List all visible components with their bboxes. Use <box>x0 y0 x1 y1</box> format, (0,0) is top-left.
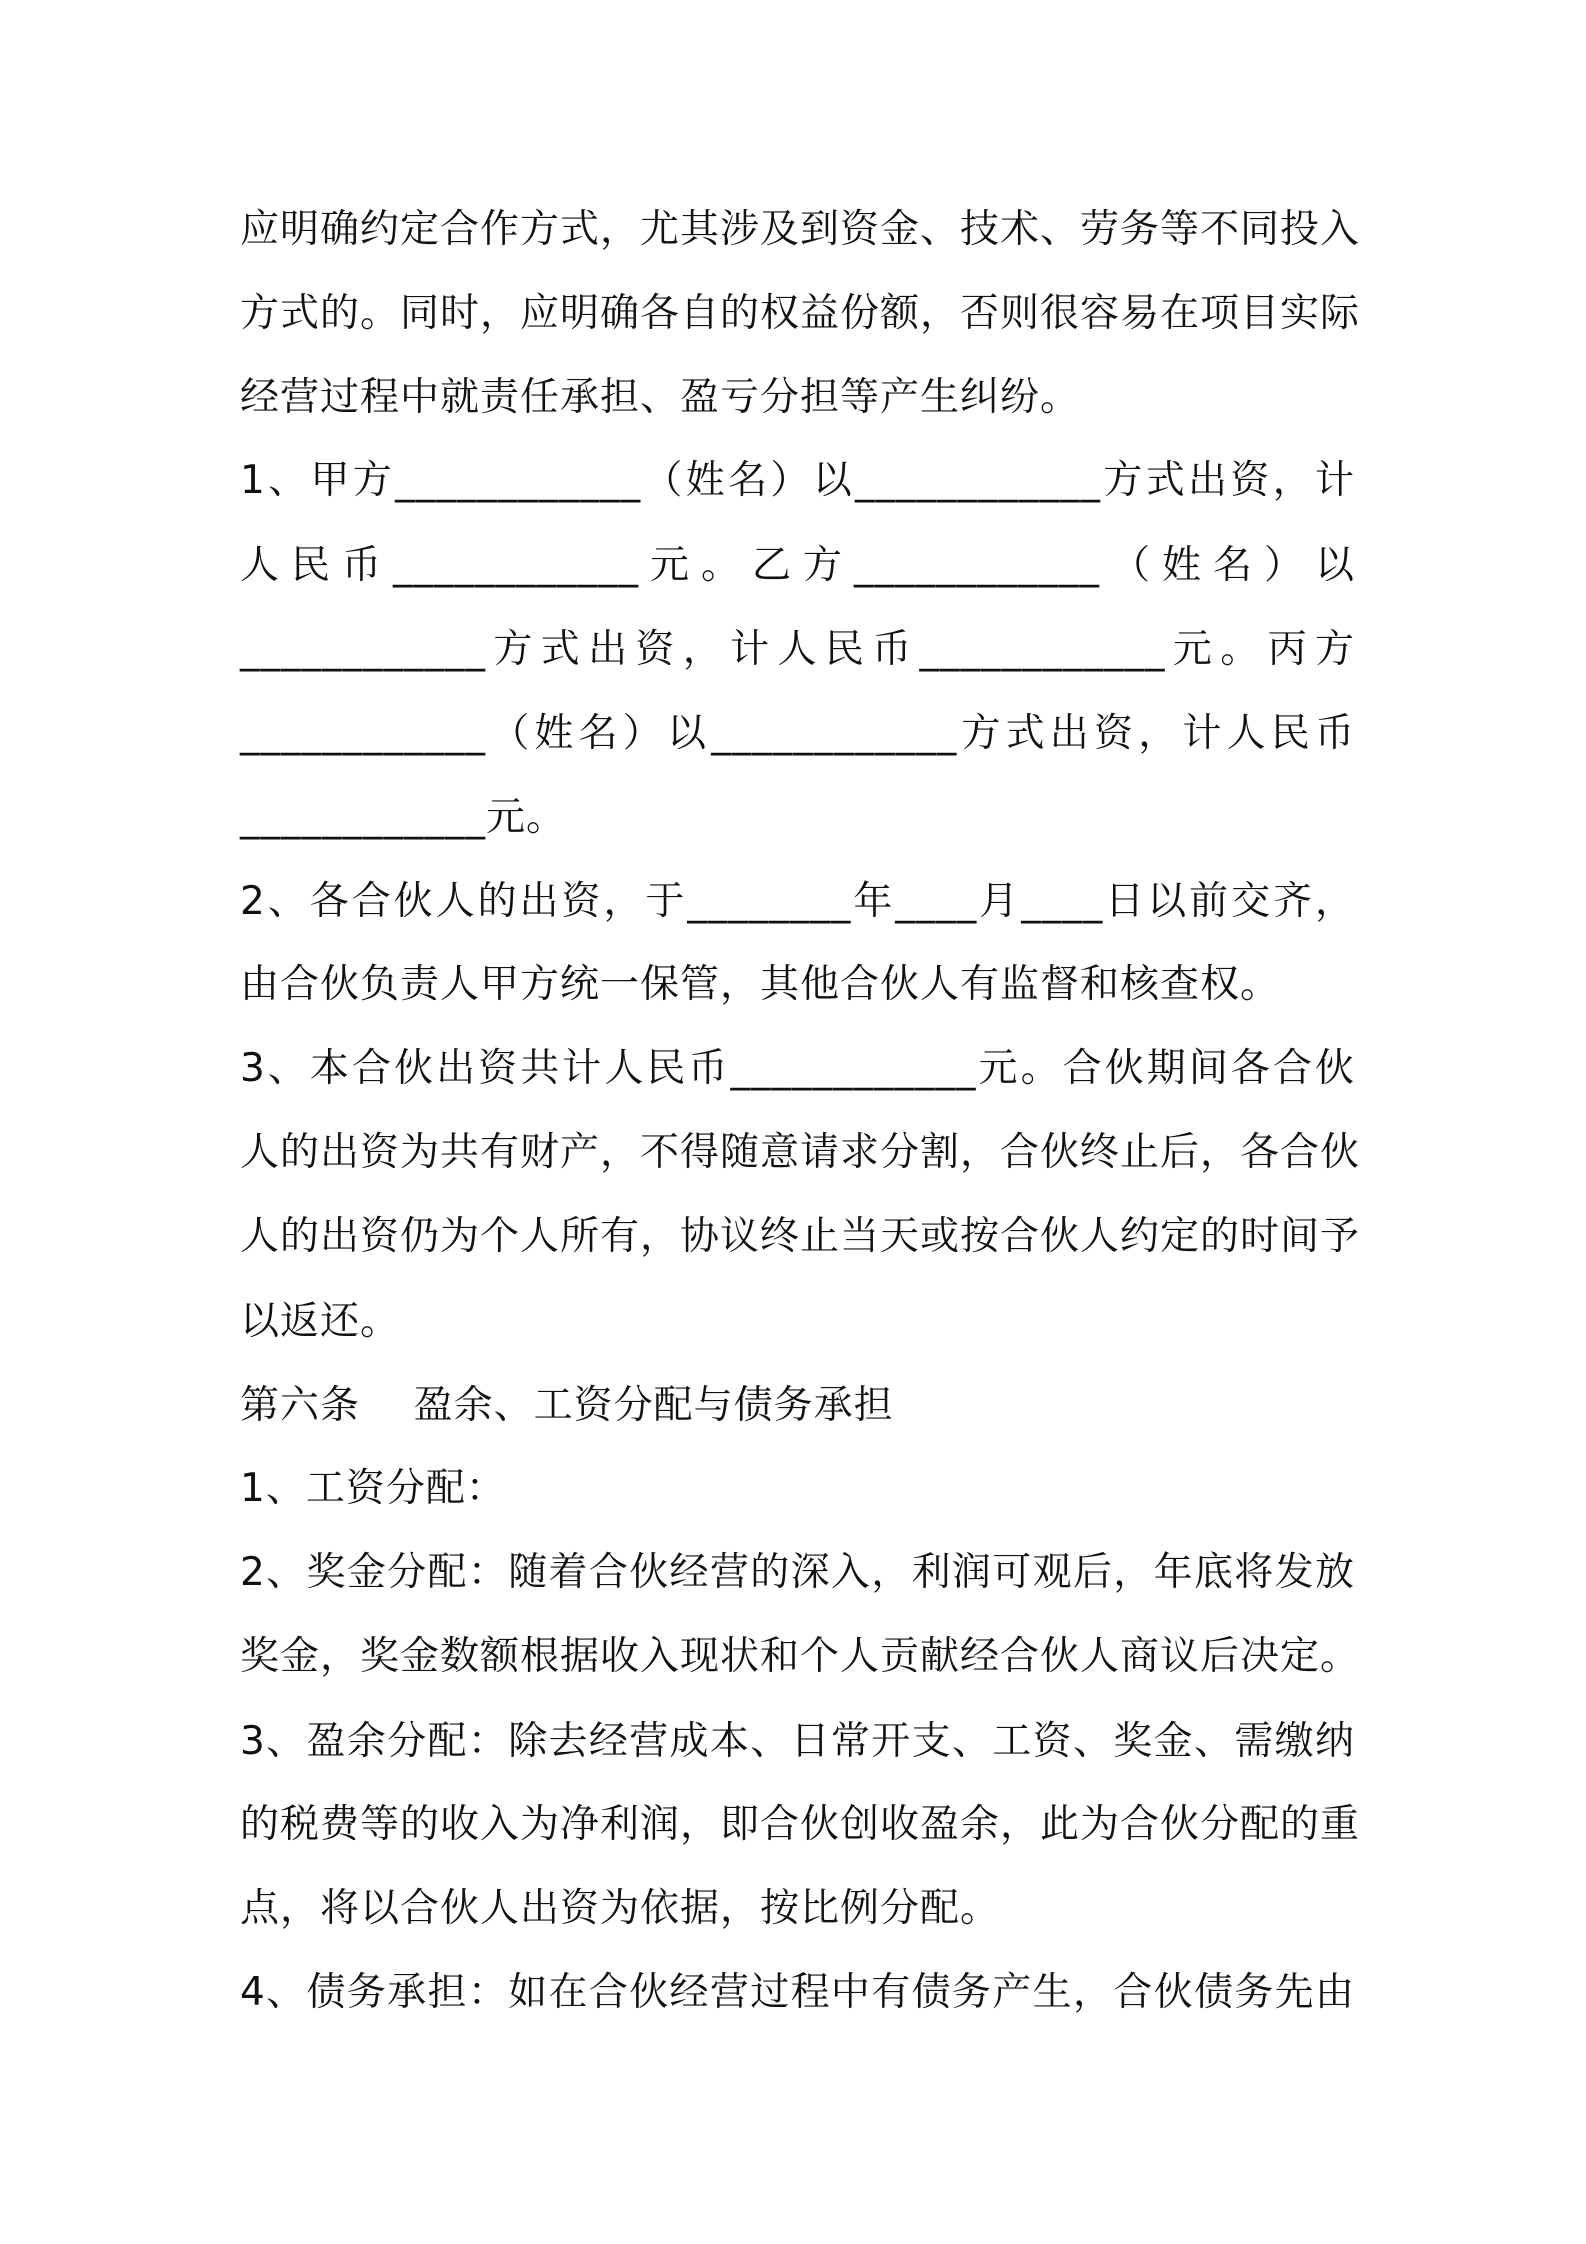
text-line: 2、各合伙人的出资，于________年____月____日以前交齐， <box>240 879 1355 924</box>
text-line: 人的出资为共有财产，不得随意请求分割，合伙终止后，各合伙 <box>240 1130 1361 1175</box>
text-line: 2、奖金分配：随着合伙经营的深入，利润可观后，年底将发放 <box>240 1550 1355 1595</box>
text-line: 以返还。 <box>240 1299 401 1344</box>
text-line: 人民币____________元。乙方____________（姓名）以 <box>240 543 1355 588</box>
text-line: 经营过程中就责任承担、盈亏分担等产生纠纷。 <box>240 375 1081 420</box>
text-line: 由合伙负责人甲方统一保管，其他合伙人有监督和核查权。 <box>240 962 1281 1007</box>
text-line: 4、债务承担：如在合伙经营过程中有债务产生，合伙债务先由 <box>240 1970 1355 2015</box>
text-line: 1、工资分配： <box>240 1466 506 1511</box>
text-line: 点，将以合伙人出资为依据，按比例分配。 <box>240 1886 1001 1931</box>
section-heading: 第六条 盈余、工资分配与债务承担 <box>240 1383 894 1428</box>
text-line: ____________元。 <box>240 795 567 840</box>
text-line: ____________方式出资，计人民币____________元。丙方 <box>240 627 1355 672</box>
text-line: 3、本合伙出资共计人民币____________元。合伙期间各合伙 <box>240 1046 1355 1091</box>
text-line: 奖金，奖金数额根据收入现状和个人贡献经合伙人商议后决定。 <box>240 1634 1361 1679</box>
text-line: ____________（姓名）以____________方式出资，计人民币 <box>240 711 1355 756</box>
text-line: 人的出资仍为个人所有，协议终止当天或按合伙人约定的时间予 <box>240 1214 1361 1259</box>
text-line: 应明确约定合作方式，尤其涉及到资金、技术、劳务等不同投入 <box>240 207 1361 252</box>
text-line: 3、盈余分配：除去经营成本、日常开支、工资、奖金、需缴纳 <box>240 1719 1355 1764</box>
text-line: 1、甲方____________（姓名）以____________方式出资，计 <box>240 458 1355 503</box>
text-line: 的税费等的收入为净利润，即合伙创收盈余，此为合伙分配的重 <box>240 1802 1361 1847</box>
text-line: 方式的。同时，应明确各自的权益份额，否则很容易在项目实际 <box>240 291 1361 336</box>
